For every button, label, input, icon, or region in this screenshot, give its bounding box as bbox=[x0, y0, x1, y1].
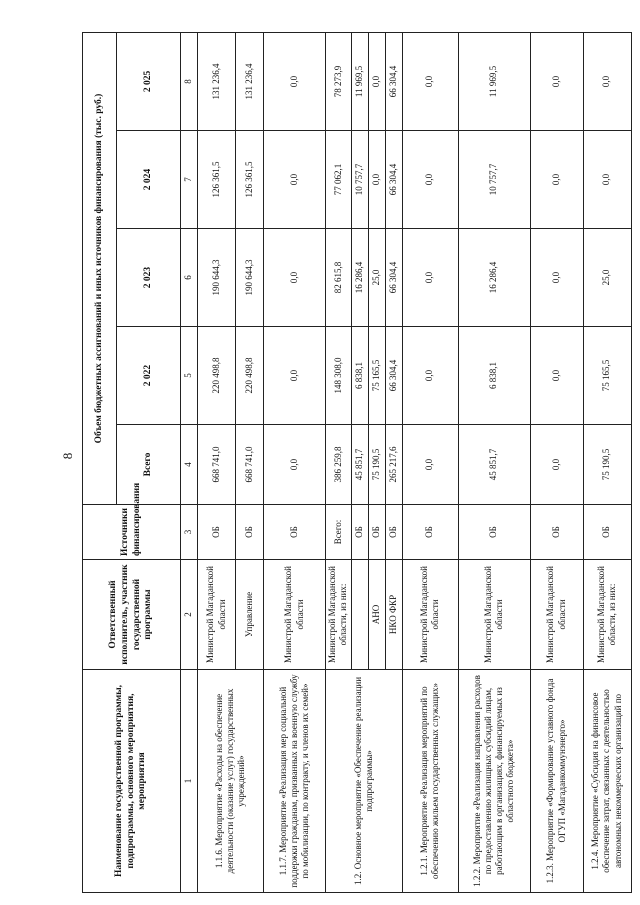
year-value-cell: 126 361,5 bbox=[198, 131, 236, 229]
total-value-cell: 386 259,8 bbox=[326, 425, 352, 505]
year-value-cell: 82 615,8 bbox=[326, 229, 352, 327]
total-value-cell: 668 741,0 bbox=[198, 425, 236, 505]
executor-cell: Министрой Магаданской области bbox=[402, 560, 458, 670]
total-value-cell: 0,0 bbox=[402, 425, 458, 505]
year-value-cell: 0,0 bbox=[402, 229, 458, 327]
executor-cell: Управление bbox=[236, 560, 264, 670]
index-row bbox=[181, 32, 198, 892]
table-body bbox=[198, 32, 632, 892]
index-cell: 5 bbox=[181, 327, 198, 425]
year-value-cell: 0,0 bbox=[583, 131, 631, 229]
year-value-cell: 0,0 bbox=[583, 32, 631, 130]
header-source: Источники финансирования bbox=[83, 505, 181, 560]
year-value-cell: 11 969,5 bbox=[351, 32, 368, 130]
year-value-cell: 66 304,4 bbox=[385, 229, 402, 327]
header-volume: Объем бюджетных ассигнований и иных источников финансирования (тыс. руб.) bbox=[83, 32, 117, 504]
year-value-cell: 148 308,0 bbox=[326, 327, 352, 425]
table-row bbox=[198, 32, 236, 892]
year-value-cell: 75 165,5 bbox=[583, 327, 631, 425]
executor-cell: АНО bbox=[368, 560, 385, 670]
activity-name: 1.2.4. Мероприятие «Субсидия на финансовое обеспечение затрат, связанных с деятельностью автономных некоммерческих организаций по bbox=[583, 670, 631, 893]
source-cell: ОБ bbox=[368, 505, 385, 560]
year-value-cell: 25,0 bbox=[368, 229, 385, 327]
year-value-cell: 190 644,3 bbox=[236, 229, 264, 327]
year-value-cell: 78 273,9 bbox=[326, 32, 352, 130]
year-value-cell: 0,0 bbox=[264, 327, 326, 425]
header-year: 2 024 bbox=[117, 131, 181, 229]
activity-name: 1.1.6. Мероприятие «Расходы на обеспечение деятельности (оказание услуг) государственных учреждений» bbox=[198, 670, 264, 893]
index-cell: 7 bbox=[181, 131, 198, 229]
year-value-cell: 0,0 bbox=[368, 131, 385, 229]
index-cell: 4 bbox=[181, 425, 198, 505]
year-value-cell: 6 838,1 bbox=[351, 327, 368, 425]
total-value-cell: 45 851,7 bbox=[351, 425, 368, 505]
source-cell: ОБ bbox=[351, 505, 368, 560]
year-value-cell: 77 062,1 bbox=[326, 131, 352, 229]
year-value-cell: 10 757,7 bbox=[458, 131, 530, 229]
year-value-cell: 0,0 bbox=[530, 32, 583, 130]
table-row bbox=[458, 32, 530, 892]
total-value-cell: 75 190,5 bbox=[368, 425, 385, 505]
year-value-cell: 0,0 bbox=[530, 131, 583, 229]
year-value-cell: 25,0 bbox=[583, 229, 631, 327]
header-name: Наименование государственной программы, подпрограммы, основного мероприятия, мероприятия bbox=[83, 670, 181, 893]
activity-name: 1.2.3. Мероприятие «Формирование уставного фонда ОГУП «Магаданкоммунэнерго» bbox=[530, 670, 583, 893]
executor-cell bbox=[351, 560, 368, 670]
year-value-cell: 0,0 bbox=[402, 32, 458, 130]
activity-name: 1.1.7. Мероприятие «Реализация мер социальной поддержки гражданам, призванных на военную службу по мобилизации, по контракту, и членов их семей» bbox=[264, 670, 326, 893]
header-year: 2 023 bbox=[117, 229, 181, 327]
activity-name: 1.2. Основное мероприятие «Обеспечение реализации подпрограммы» bbox=[326, 670, 403, 893]
index-cell: 2 bbox=[181, 560, 198, 670]
year-value-cell: 0,0 bbox=[264, 32, 326, 130]
executor-cell: Министрой Магаданской области bbox=[264, 560, 326, 670]
source-cell: ОБ bbox=[385, 505, 402, 560]
year-value-cell: 0,0 bbox=[530, 229, 583, 327]
source-cell: ОБ bbox=[198, 505, 236, 560]
total-value-cell: 668 741,0 bbox=[236, 425, 264, 505]
index-cell: 6 bbox=[181, 229, 198, 327]
source-cell: ОБ bbox=[402, 505, 458, 560]
year-value-cell: 131 236,4 bbox=[236, 32, 264, 130]
source-cell: ОБ bbox=[583, 505, 631, 560]
source-cell: ОБ bbox=[458, 505, 530, 560]
source-cell: ОБ bbox=[264, 505, 326, 560]
year-value-cell: 131 236,4 bbox=[198, 32, 236, 130]
year-value-cell: 0,0 bbox=[368, 32, 385, 130]
executor-cell: Министрой Магаданской области bbox=[198, 560, 236, 670]
year-value-cell: 11 969,5 bbox=[458, 32, 530, 130]
total-value-cell: 0,0 bbox=[264, 425, 326, 505]
year-value-cell: 75 165,5 bbox=[368, 327, 385, 425]
year-value-cell: 0,0 bbox=[264, 131, 326, 229]
year-value-cell: 66 304,4 bbox=[385, 32, 402, 130]
year-value-cell: 16 286,4 bbox=[351, 229, 368, 327]
rotated-table-container bbox=[82, 33, 627, 893]
activity-name: 1.2.2. Мероприятие «Реализация направления расходов по предоставлению жилищных субсидий лицам, работающим в организациях, финансируемых из областного бюджета» bbox=[458, 670, 530, 893]
index-cell: 3 bbox=[181, 505, 198, 560]
table-row bbox=[326, 32, 352, 892]
year-value-cell: 0,0 bbox=[402, 327, 458, 425]
activity-name: 1.2.1. Мероприятие «Реализация мероприятий по обеспечению жильем государственных служащих» bbox=[402, 670, 458, 893]
year-value-cell: 126 361,5 bbox=[236, 131, 264, 229]
executor-cell: Министрой Магаданской области bbox=[458, 560, 530, 670]
header-executor: Ответственный исполнитель, участник государственной программы bbox=[83, 560, 181, 670]
table-row bbox=[402, 32, 458, 892]
source-cell: ОБ bbox=[530, 505, 583, 560]
page-number: 8 bbox=[60, 452, 75, 460]
total-value-cell: 45 851,7 bbox=[458, 425, 530, 505]
table-row bbox=[583, 32, 631, 892]
year-value-cell: 10 757,7 bbox=[351, 131, 368, 229]
source-cell: ОБ bbox=[236, 505, 264, 560]
header-year: 2 022 bbox=[117, 327, 181, 425]
executor-cell: НКО ФКР bbox=[385, 560, 402, 670]
total-value-cell: 0,0 bbox=[530, 425, 583, 505]
executor-cell: Министрой Магаданской области, из них: bbox=[326, 560, 352, 670]
year-value-cell: 16 286,4 bbox=[458, 229, 530, 327]
source-cell: Всего: bbox=[326, 505, 352, 560]
year-value-cell: 66 304,4 bbox=[385, 327, 402, 425]
year-value-cell: 66 304,4 bbox=[385, 131, 402, 229]
total-value-cell: 265 217,6 bbox=[385, 425, 402, 505]
table-row bbox=[530, 32, 583, 892]
table-row bbox=[264, 32, 326, 892]
year-value-cell: 6 838,1 bbox=[458, 327, 530, 425]
year-value-cell: 0,0 bbox=[530, 327, 583, 425]
year-value-cell: 220 498,8 bbox=[236, 327, 264, 425]
year-value-cell: 190 644,3 bbox=[198, 229, 236, 327]
financing-table bbox=[82, 32, 632, 893]
year-value-cell: 220 498,8 bbox=[198, 327, 236, 425]
executor-cell: Министрой Магаданской области bbox=[530, 560, 583, 670]
header-year: 2 025 bbox=[117, 32, 181, 130]
header-total: Всего bbox=[117, 425, 181, 505]
year-value-cell: 0,0 bbox=[264, 229, 326, 327]
index-cell: 8 bbox=[181, 32, 198, 130]
year-value-cell: 0,0 bbox=[402, 131, 458, 229]
executor-cell: Министрой Магаданской области, из них: bbox=[583, 560, 631, 670]
index-cell: 1 bbox=[181, 670, 198, 893]
total-value-cell: 75 190,5 bbox=[583, 425, 631, 505]
